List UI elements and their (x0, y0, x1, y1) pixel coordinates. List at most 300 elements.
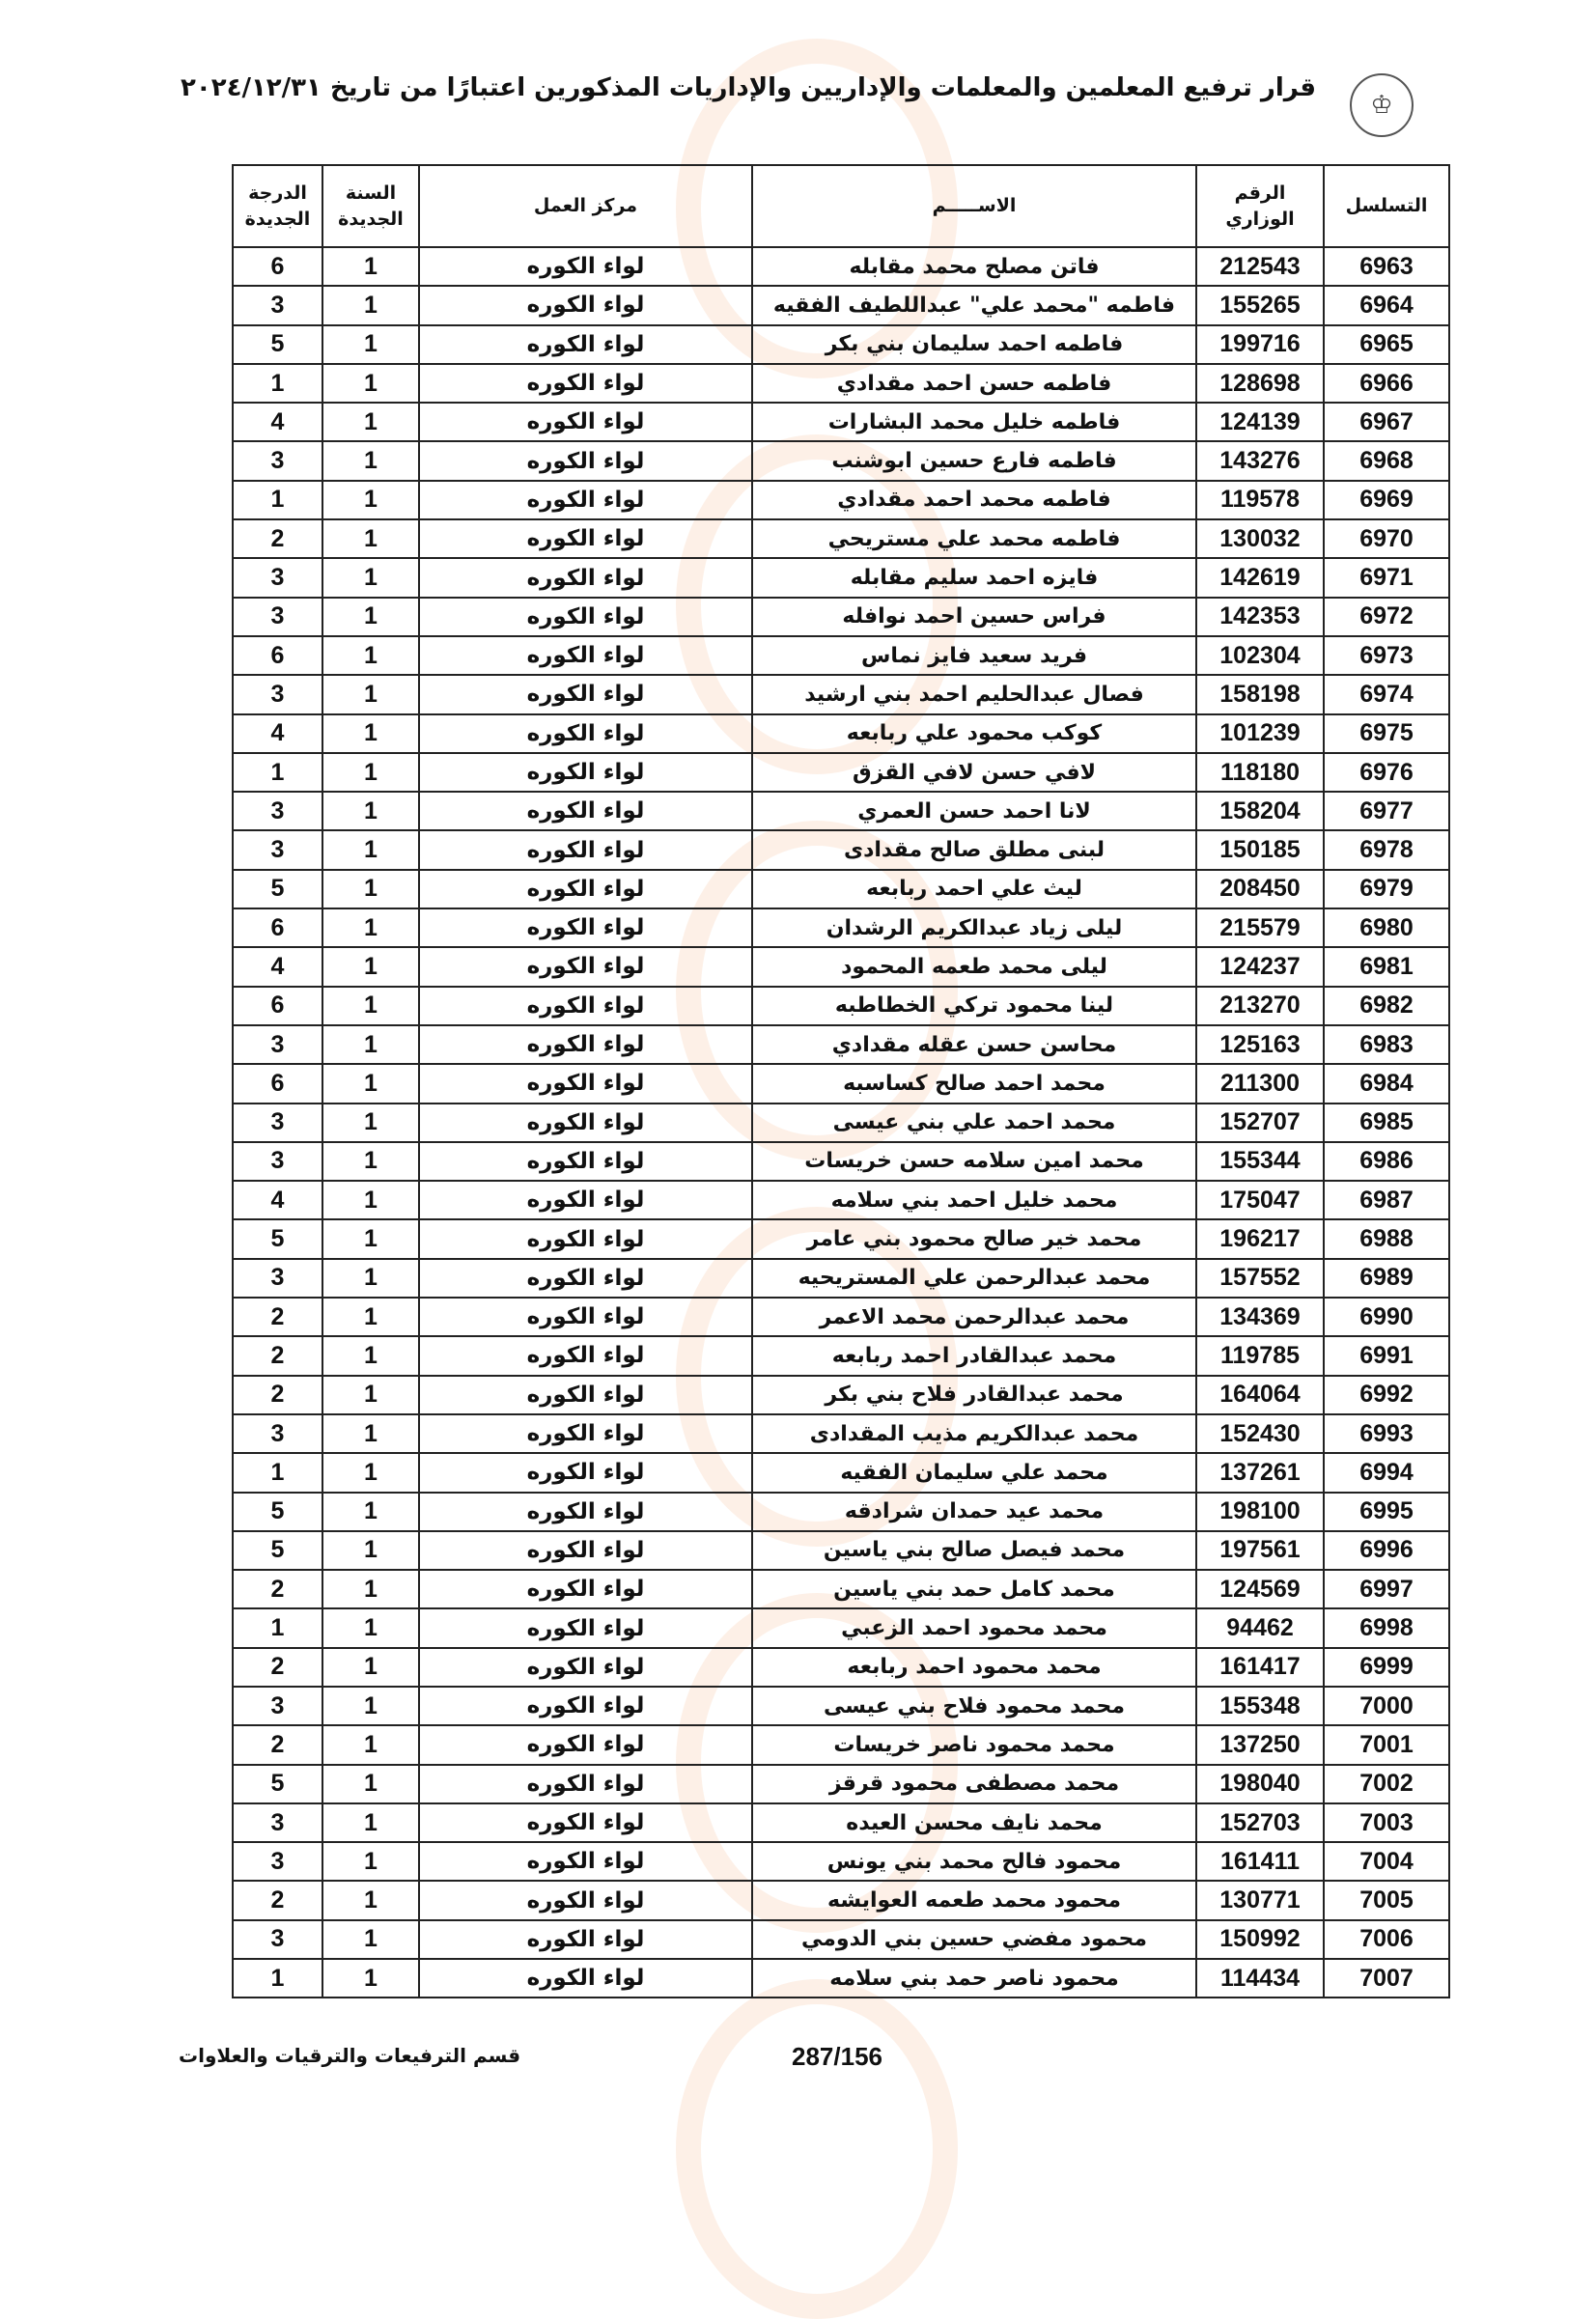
cell-serial: 7005 (1324, 1881, 1449, 1919)
cell-new-year: 1 (322, 1414, 419, 1453)
cell-ministry-number: 158198 (1196, 675, 1324, 713)
cell-workplace: لواء الكوره (419, 1765, 752, 1803)
table-row (233, 1881, 1449, 1919)
cell-ministry-number: 155344 (1196, 1142, 1324, 1181)
cell-name: لانا احمد حسن العمري (752, 792, 1196, 830)
cell-new-grade: 3 (233, 1842, 322, 1881)
cell-ministry-number: 155265 (1196, 286, 1324, 324)
cell-name: محمد محمود احمد ربابعه (752, 1648, 1196, 1687)
table-header-row (233, 165, 1449, 247)
cell-ministry-number: 196217 (1196, 1219, 1324, 1258)
table-row (233, 325, 1449, 364)
cell-ministry-number: 212543 (1196, 247, 1324, 286)
table-row (233, 870, 1449, 908)
cell-ministry-number: 128698 (1196, 364, 1324, 403)
cell-name: محمد كامل حمد بني ياسين (752, 1570, 1196, 1608)
cell-name: فاطمه محمد علي مستريحي (752, 519, 1196, 558)
cell-new-grade: 6 (233, 636, 322, 675)
cell-ministry-number: 94462 (1196, 1608, 1324, 1647)
cell-new-year: 1 (322, 1104, 419, 1142)
cell-serial: 6995 (1324, 1493, 1449, 1531)
table-row (233, 441, 1449, 480)
table-row (233, 987, 1449, 1025)
table-row (233, 1025, 1449, 1064)
cell-workplace: لواء الكوره (419, 247, 752, 286)
cell-workplace: لواء الكوره (419, 1025, 752, 1064)
cell-new-year: 1 (322, 1881, 419, 1919)
cell-ministry-number: 150992 (1196, 1920, 1324, 1959)
cell-workplace: لواء الكوره (419, 870, 752, 908)
cell-workplace: لواء الكوره (419, 481, 752, 519)
table-row (233, 1531, 1449, 1570)
cell-serial: 7007 (1324, 1959, 1449, 1998)
cell-ministry-number: 155348 (1196, 1687, 1324, 1725)
cell-serial: 6989 (1324, 1259, 1449, 1298)
cell-workplace: لواء الكوره (419, 519, 752, 558)
cell-serial: 6965 (1324, 325, 1449, 364)
cell-new-grade: 1 (233, 1959, 322, 1998)
cell-serial: 6984 (1324, 1064, 1449, 1103)
table-row (233, 1259, 1449, 1298)
cell-name: فاطمه فارع حسين ابوشنب (752, 441, 1196, 480)
cell-new-grade: 2 (233, 1648, 322, 1687)
cell-name: فاتن مصلح محمد مقابله (752, 247, 1196, 286)
cell-new-year: 1 (322, 1570, 419, 1608)
cell-serial: 6993 (1324, 1414, 1449, 1453)
table-row (233, 247, 1449, 286)
table-row (233, 1842, 1449, 1881)
cell-name: ليلى زياد عبدالكريم الرشدان (752, 908, 1196, 947)
cell-workplace: لواء الكوره (419, 1336, 752, 1375)
cell-new-year: 1 (322, 481, 419, 519)
header-new-grade: الدرجة الجديدة (233, 165, 322, 247)
table-row (233, 908, 1449, 947)
cell-name: ليلى محمد طعمه المحمود (752, 947, 1196, 986)
cell-workplace: لواء الكوره (419, 987, 752, 1025)
cell-serial: 6970 (1324, 519, 1449, 558)
cell-new-grade: 1 (233, 1453, 322, 1492)
table-row (233, 1725, 1449, 1764)
table-row (233, 1104, 1449, 1142)
cell-new-year: 1 (322, 714, 419, 753)
cell-new-year: 1 (322, 1142, 419, 1181)
header-serial: التسلسل (1324, 165, 1449, 247)
cell-name: فاطمه محمد احمد مقدادي (752, 481, 1196, 519)
cell-new-grade: 6 (233, 247, 322, 286)
cell-name: فاطمه "محمد علي" عبداللطيف الفقيه (752, 286, 1196, 324)
cell-new-year: 1 (322, 1959, 419, 1998)
table-row (233, 1493, 1449, 1531)
cell-new-grade: 3 (233, 1920, 322, 1959)
cell-workplace: لواء الكوره (419, 558, 752, 597)
cell-name: محمد عيد حمدان شرادقه (752, 1493, 1196, 1531)
cell-new-grade: 1 (233, 364, 322, 403)
cell-ministry-number: 197561 (1196, 1531, 1324, 1570)
cell-ministry-number: 158204 (1196, 792, 1324, 830)
cell-ministry-number: 125163 (1196, 1025, 1324, 1064)
cell-new-year: 1 (322, 1259, 419, 1298)
table-row (233, 1376, 1449, 1414)
cell-ministry-number: 130032 (1196, 519, 1324, 558)
cell-name: فاطمه خليل محمد البشارات (752, 403, 1196, 441)
cell-new-grade: 3 (233, 1687, 322, 1725)
table-row (233, 675, 1449, 713)
table-row (233, 1687, 1449, 1725)
cell-serial: 7006 (1324, 1920, 1449, 1959)
cell-serial: 6982 (1324, 987, 1449, 1025)
cell-new-year: 1 (322, 1064, 419, 1103)
cell-new-grade: 2 (233, 1881, 322, 1919)
cell-name: محمد عبدالكريم مذيب المقدادى (752, 1414, 1196, 1453)
table-row (233, 792, 1449, 830)
cell-ministry-number: 213270 (1196, 987, 1324, 1025)
cell-new-year: 1 (322, 1181, 419, 1219)
cell-ministry-number: 161417 (1196, 1648, 1324, 1687)
header-new-year: السنة الجديدة (322, 165, 419, 247)
cell-serial: 6987 (1324, 1181, 1449, 1219)
cell-serial: 7003 (1324, 1803, 1449, 1842)
cell-name: فاطمه حسن احمد مقدادي (752, 364, 1196, 403)
cell-serial: 6972 (1324, 598, 1449, 636)
table-row (233, 1920, 1449, 1959)
page-title: قرار ترفيع المعلمين والمعلمات والإداريين والإداريات المذكورين اعتبارًا من تاريخ ٢٠٢٤/١٢/٣١ (180, 73, 1317, 102)
table-row (233, 286, 1449, 324)
cell-name: محمد خليل احمد بني سلامه (752, 1181, 1196, 1219)
cell-name: ليث علي احمد ربابعه (752, 870, 1196, 908)
cell-new-grade: 4 (233, 403, 322, 441)
table-row (233, 558, 1449, 597)
table-row (233, 1453, 1449, 1492)
cell-serial: 6985 (1324, 1104, 1449, 1142)
cell-workplace: لواء الكوره (419, 1064, 752, 1103)
cell-new-grade: 3 (233, 1142, 322, 1181)
cell-new-year: 1 (322, 519, 419, 558)
cell-workplace: لواء الكوره (419, 1842, 752, 1881)
cell-new-grade: 2 (233, 1336, 322, 1375)
cell-workplace: لواء الكوره (419, 1453, 752, 1492)
cell-ministry-number: 208450 (1196, 870, 1324, 908)
cell-name: محمد محمود ناصر خريسات (752, 1725, 1196, 1764)
cell-ministry-number: 152430 (1196, 1414, 1324, 1453)
cell-serial: 6977 (1324, 792, 1449, 830)
cell-serial: 6964 (1324, 286, 1449, 324)
cell-new-year: 1 (322, 1025, 419, 1064)
cell-name: محمد احمد صالح كساسبه (752, 1064, 1196, 1103)
cell-new-grade: 4 (233, 947, 322, 986)
cell-workplace: لواء الكوره (419, 286, 752, 324)
table-row (233, 1298, 1449, 1336)
cell-serial: 6979 (1324, 870, 1449, 908)
cell-ministry-number: 152707 (1196, 1104, 1324, 1142)
cell-serial: 6990 (1324, 1298, 1449, 1336)
cell-ministry-number: 142353 (1196, 598, 1324, 636)
cell-new-grade: 3 (233, 792, 322, 830)
cell-new-grade: 3 (233, 1414, 322, 1453)
cell-new-year: 1 (322, 1493, 419, 1531)
watermark-clock (676, 1979, 958, 2319)
cell-workplace: لواء الكوره (419, 1259, 752, 1298)
cell-new-year: 1 (322, 247, 419, 286)
page-number: 287/156 (792, 2042, 882, 2071)
cell-workplace: لواء الكوره (419, 403, 752, 441)
cell-workplace: لواء الكوره (419, 1104, 752, 1142)
cell-new-grade: 3 (233, 598, 322, 636)
cell-workplace: لواء الكوره (419, 325, 752, 364)
cell-new-grade: 5 (233, 1531, 322, 1570)
cell-new-grade: 1 (233, 1608, 322, 1647)
cell-new-grade: 2 (233, 519, 322, 558)
cell-name: محمود محمد طعمه العوايشه (752, 1881, 1196, 1919)
cell-new-grade: 6 (233, 1064, 322, 1103)
cell-name: فصال عبدالحليم احمد بني ارشيد (752, 675, 1196, 713)
cell-workplace: لواء الكوره (419, 1881, 752, 1919)
cell-ministry-number: 215579 (1196, 908, 1324, 947)
table-row (233, 1648, 1449, 1687)
cell-new-grade: 3 (233, 441, 322, 480)
cell-new-year: 1 (322, 1920, 419, 1959)
cell-new-year: 1 (322, 1298, 419, 1336)
cell-workplace: لواء الكوره (419, 714, 752, 753)
cell-serial: 6963 (1324, 247, 1449, 286)
cell-serial: 6994 (1324, 1453, 1449, 1492)
cell-workplace: لواء الكوره (419, 1414, 752, 1453)
cell-workplace: لواء الكوره (419, 1687, 752, 1725)
cell-new-grade: 3 (233, 1259, 322, 1298)
cell-name: فايزه احمد سليم مقابله (752, 558, 1196, 597)
cell-serial: 6980 (1324, 908, 1449, 947)
cell-ministry-number: 134369 (1196, 1298, 1324, 1336)
cell-new-year: 1 (322, 1453, 419, 1492)
table-row (233, 1064, 1449, 1103)
cell-new-grade: 2 (233, 1298, 322, 1336)
cell-new-year: 1 (322, 286, 419, 324)
cell-ministry-number: 211300 (1196, 1064, 1324, 1103)
cell-new-grade: 3 (233, 1803, 322, 1842)
cell-new-grade: 6 (233, 908, 322, 947)
cell-ministry-number: 137261 (1196, 1453, 1324, 1492)
table-row (233, 1765, 1449, 1803)
cell-serial: 6983 (1324, 1025, 1449, 1064)
cell-ministry-number: 164064 (1196, 1376, 1324, 1414)
cell-ministry-number: 152703 (1196, 1803, 1324, 1842)
cell-name: فراس حسين احمد نوافله (752, 598, 1196, 636)
cell-ministry-number: 101239 (1196, 714, 1324, 753)
cell-workplace: لواء الكوره (419, 364, 752, 403)
cell-name: لبنى مطلق صالح مقدادى (752, 830, 1196, 869)
cell-ministry-number: 142619 (1196, 558, 1324, 597)
table-row (233, 947, 1449, 986)
cell-new-year: 1 (322, 1648, 419, 1687)
cell-serial: 7002 (1324, 1765, 1449, 1803)
cell-new-year: 1 (322, 947, 419, 986)
table-row (233, 1414, 1449, 1453)
cell-name: محمد عبدالقادر احمد ربابعه (752, 1336, 1196, 1375)
cell-workplace: لواء الكوره (419, 753, 752, 792)
cell-new-year: 1 (322, 1725, 419, 1764)
cell-name: محمد نايف محسن العيده (752, 1803, 1196, 1842)
cell-new-year: 1 (322, 830, 419, 869)
cell-name: محمود فالح محمد بني يونس (752, 1842, 1196, 1881)
cell-new-grade: 3 (233, 1104, 322, 1142)
cell-serial: 6998 (1324, 1608, 1449, 1647)
table-row (233, 1570, 1449, 1608)
cell-name: محمد امين سلامه حسن خريسات (752, 1142, 1196, 1181)
cell-name: محمد عبدالقادر فلاح بني بكر (752, 1376, 1196, 1414)
cell-ministry-number: 198040 (1196, 1765, 1324, 1803)
cell-new-year: 1 (322, 558, 419, 597)
cell-name: محمود ناصر حمد بني سلامه (752, 1959, 1196, 1998)
table-row (233, 636, 1449, 675)
cell-ministry-number: 124139 (1196, 403, 1324, 441)
cell-workplace: لواء الكوره (419, 1219, 752, 1258)
cell-workplace: لواء الكوره (419, 1803, 752, 1842)
cell-new-year: 1 (322, 753, 419, 792)
cell-ministry-number: 161411 (1196, 1842, 1324, 1881)
cell-ministry-number: 150185 (1196, 830, 1324, 869)
cell-ministry-number: 118180 (1196, 753, 1324, 792)
cell-serial: 6978 (1324, 830, 1449, 869)
cell-serial: 7000 (1324, 1687, 1449, 1725)
cell-new-grade: 3 (233, 1025, 322, 1064)
table-row (233, 1608, 1449, 1647)
cell-name: لافي حسن لافي القزق (752, 753, 1196, 792)
cell-new-year: 1 (322, 403, 419, 441)
cell-serial: 6988 (1324, 1219, 1449, 1258)
promotions-table (232, 164, 1450, 1998)
cell-new-year: 1 (322, 1376, 419, 1414)
cell-new-year: 1 (322, 792, 419, 830)
cell-new-year: 1 (322, 364, 419, 403)
cell-serial: 6974 (1324, 675, 1449, 713)
cell-name: محمد احمد علي بني عيسى (752, 1104, 1196, 1142)
cell-name: محمد محمود فلاح بني عيسى (752, 1687, 1196, 1725)
cell-new-year: 1 (322, 1531, 419, 1570)
cell-new-year: 1 (322, 1803, 419, 1842)
cell-new-year: 1 (322, 908, 419, 947)
cell-serial: 6966 (1324, 364, 1449, 403)
cell-workplace: لواء الكوره (419, 1298, 752, 1336)
header-name: الاســـــم (752, 165, 1196, 247)
cell-serial: 6996 (1324, 1531, 1449, 1570)
table-row (233, 403, 1449, 441)
cell-ministry-number: 114434 (1196, 1959, 1324, 1998)
cell-new-grade: 2 (233, 1725, 322, 1764)
table-row (233, 1219, 1449, 1258)
cell-serial: 6999 (1324, 1648, 1449, 1687)
cell-name: كوكب محمود علي ربابعه (752, 714, 1196, 753)
cell-new-grade: 6 (233, 987, 322, 1025)
cell-name: محمد فيصل صالح بني ياسين (752, 1531, 1196, 1570)
cell-new-year: 1 (322, 1336, 419, 1375)
cell-serial: 6973 (1324, 636, 1449, 675)
cell-ministry-number: 199716 (1196, 325, 1324, 364)
cell-workplace: لواء الكوره (419, 441, 752, 480)
header-ministry-number: الرقم الوزاري (1196, 165, 1324, 247)
cell-new-grade: 5 (233, 1219, 322, 1258)
cell-new-year: 1 (322, 1687, 419, 1725)
cell-new-year: 1 (322, 1842, 419, 1881)
table-row (233, 1181, 1449, 1219)
cell-new-year: 1 (322, 870, 419, 908)
cell-new-grade: 2 (233, 1570, 322, 1608)
cell-name: محمد عبدالرحمن علي المستريحيه (752, 1259, 1196, 1298)
cell-new-year: 1 (322, 598, 419, 636)
cell-ministry-number: 102304 (1196, 636, 1324, 675)
cell-ministry-number: 119578 (1196, 481, 1324, 519)
cell-workplace: لواء الكوره (419, 598, 752, 636)
table-row (233, 519, 1449, 558)
cell-name: محمود مفضي حسين بني الدومي (752, 1920, 1196, 1959)
cell-new-grade: 5 (233, 1765, 322, 1803)
cell-name: فريد سعيد فايز نماس (752, 636, 1196, 675)
cell-new-grade: 5 (233, 325, 322, 364)
cell-workplace: لواء الكوره (419, 1920, 752, 1959)
table-row (233, 714, 1449, 753)
cell-serial: 6976 (1324, 753, 1449, 792)
cell-name: محاسن حسن عقله مقدادي (752, 1025, 1196, 1064)
cell-new-grade: 3 (233, 286, 322, 324)
cell-workplace: لواء الكوره (419, 675, 752, 713)
cell-ministry-number: 137250 (1196, 1725, 1324, 1764)
cell-workplace: لواء الكوره (419, 1142, 752, 1181)
cell-ministry-number: 124237 (1196, 947, 1324, 986)
cell-serial: 6969 (1324, 481, 1449, 519)
cell-new-year: 1 (322, 636, 419, 675)
cell-name: محمد محمود احمد الزعبي (752, 1608, 1196, 1647)
cell-name: محمد مصطفى محمود قرقز (752, 1765, 1196, 1803)
cell-serial: 7001 (1324, 1725, 1449, 1764)
cell-new-grade: 1 (233, 481, 322, 519)
cell-new-year: 1 (322, 987, 419, 1025)
cell-new-year: 1 (322, 325, 419, 364)
cell-workplace: لواء الكوره (419, 1181, 752, 1219)
cell-workplace: لواء الكوره (419, 636, 752, 675)
cell-ministry-number: 143276 (1196, 441, 1324, 480)
cell-workplace: لواء الكوره (419, 792, 752, 830)
cell-serial: 6991 (1324, 1336, 1449, 1375)
cell-workplace: لواء الكوره (419, 1376, 752, 1414)
cell-new-grade: 4 (233, 1181, 322, 1219)
cell-name: محمد علي سليمان الفقيه (752, 1453, 1196, 1492)
table-row (233, 830, 1449, 869)
cell-serial: 6968 (1324, 441, 1449, 480)
cell-workplace: لواء الكوره (419, 1959, 752, 1998)
cell-new-year: 1 (322, 1765, 419, 1803)
cell-serial: 6986 (1324, 1142, 1449, 1181)
ministry-emblem-icon: ♔ (1350, 73, 1414, 137)
cell-ministry-number: 198100 (1196, 1493, 1324, 1531)
cell-new-year: 1 (322, 1608, 419, 1647)
table-row (233, 1336, 1449, 1375)
cell-new-year: 1 (322, 441, 419, 480)
cell-new-grade: 4 (233, 714, 322, 753)
cell-new-year: 1 (322, 675, 419, 713)
table-row (233, 1142, 1449, 1181)
cell-new-grade: 5 (233, 870, 322, 908)
cell-workplace: لواء الكوره (419, 1725, 752, 1764)
cell-serial: 6975 (1324, 714, 1449, 753)
cell-ministry-number: 124569 (1196, 1570, 1324, 1608)
table-row (233, 1803, 1449, 1842)
cell-serial: 6971 (1324, 558, 1449, 597)
cell-workplace: لواء الكوره (419, 947, 752, 986)
cell-workplace: لواء الكوره (419, 908, 752, 947)
header-workplace: مركز العمل (419, 165, 752, 247)
cell-workplace: لواء الكوره (419, 1493, 752, 1531)
cell-new-grade: 2 (233, 1376, 322, 1414)
cell-workplace: لواء الكوره (419, 1608, 752, 1647)
cell-name: محمد عبدالرحمن محمد الاعمر (752, 1298, 1196, 1336)
